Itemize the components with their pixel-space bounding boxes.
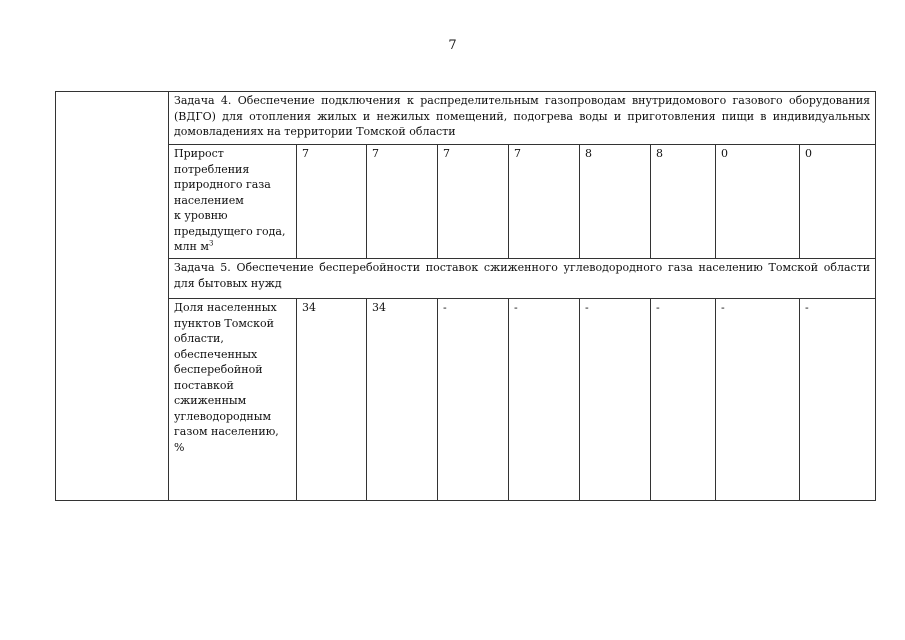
indicator-name-line: к уровню: [174, 209, 228, 222]
value-cell: 8: [651, 145, 716, 259]
indicator-unit: млн м: [174, 240, 209, 253]
value-cell: -: [716, 299, 800, 501]
value-cell: 7: [438, 145, 509, 259]
indicator-name-line: %: [174, 440, 185, 454]
indicator-name-line: газом населению,: [174, 425, 279, 438]
indicator-name-line: сжиженным: [174, 394, 247, 407]
page-number: 7: [448, 38, 457, 53]
task-4-cell: Задача 4. Обеспечение подключения к распределительным газопроводам внутридомового газового оборудования (ВДГО) для отопления жилых и нежилых помещений, подогрева воды и приготовления пищи в индивидуальных домовладениях на территории Томской области: [169, 92, 876, 145]
indicator-name-line: природного газа: [174, 178, 271, 191]
indicator-name-line: поставкой: [174, 378, 234, 392]
indicator-name-line: Прирост: [174, 147, 224, 160]
value-cell: 7: [297, 145, 367, 259]
value-cell: 8: [580, 145, 651, 259]
indicator-name-line: Доля населенных: [174, 301, 277, 314]
indicator-name-line: предыдущего года,: [174, 224, 286, 238]
task-row: [56, 92, 876, 145]
indicator-unit-superscript: 3: [208, 239, 214, 248]
indicator-name-cell: [169, 145, 297, 259]
value-cell: -: [580, 299, 651, 501]
blank-first-column-cell: [56, 92, 169, 501]
indicators-table: [55, 91, 876, 501]
value-cell: -: [651, 299, 716, 501]
value-cell: 7: [367, 145, 438, 259]
task-5-cell: Задача 5. Обеспечение бесперебойности поставок сжиженного углеводородного газа населению Томской области для бытовых нужд: [169, 259, 876, 299]
value-cell: 34: [297, 299, 367, 501]
indicator-name-line: пунктов Томской: [174, 316, 274, 330]
value-cell: -: [509, 299, 580, 501]
indicator-row: [56, 299, 876, 501]
value-cell: -: [800, 299, 876, 501]
value-cell: -: [438, 299, 509, 501]
value-cell: 0: [716, 145, 800, 259]
task-row: [56, 259, 876, 299]
value-cell: 0: [800, 145, 876, 259]
value-cell: 34: [367, 299, 438, 501]
indicator-name-line: бесперебойной: [174, 363, 263, 376]
indicator-name-line: обеспеченных: [174, 347, 258, 361]
indicator-name-cell: [169, 299, 297, 501]
value-cell: 7: [509, 145, 580, 259]
indicator-name-line: области,: [174, 332, 224, 345]
indicator-name-line: населением: [174, 193, 244, 207]
indicator-name-line: потребления: [174, 162, 250, 176]
indicator-row: [56, 145, 876, 259]
indicator-name-line: углеводородным: [174, 409, 272, 423]
